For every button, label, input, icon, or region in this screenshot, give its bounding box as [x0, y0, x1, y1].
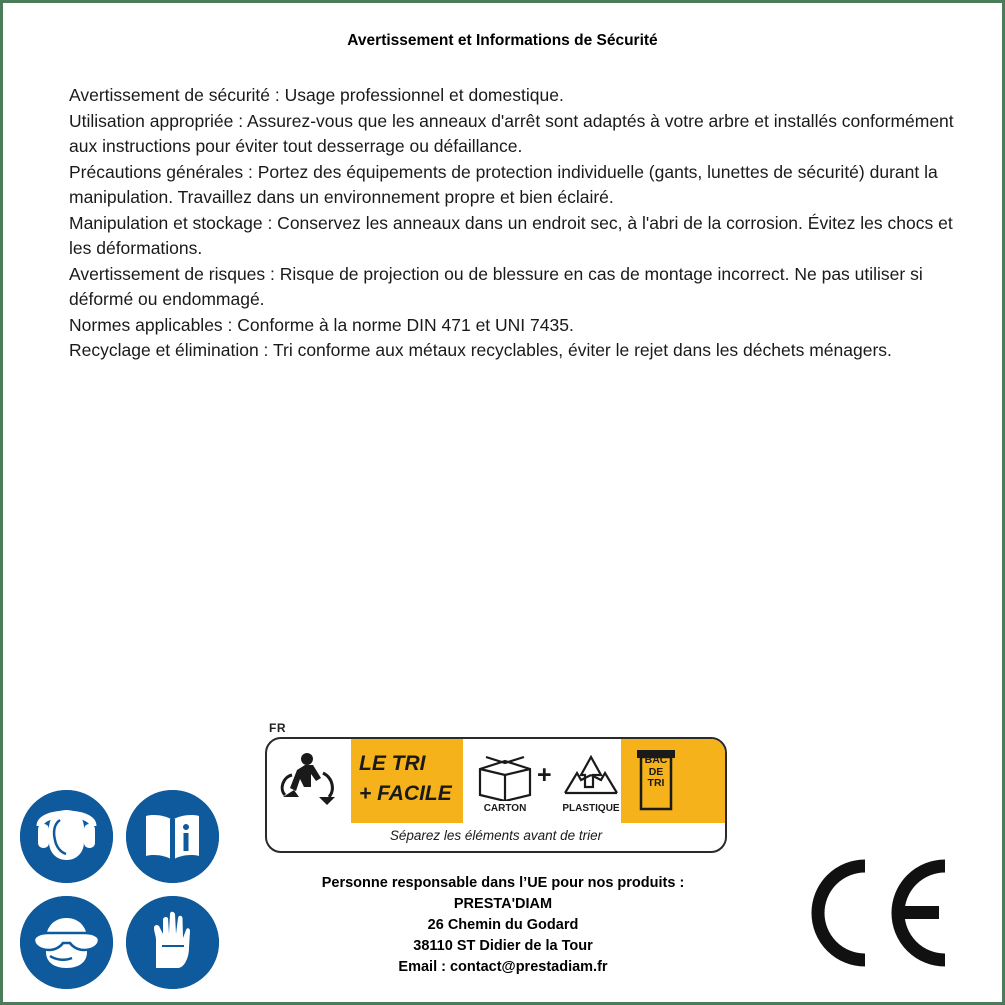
carton-box-icon — [472, 753, 538, 806]
paragraph-recycling-disposal: Recyclage et élimination : Tri conforme aux métaux recyclables, éviter le rejet dans les déchets ménagers. — [69, 340, 892, 360]
recycling-footer-text: Séparez les éléments avant de trier — [389, 828, 603, 843]
recycling-label — [265, 721, 725, 851]
hand-protection-icon — [126, 896, 219, 989]
carton-label: CARTON — [483, 803, 527, 814]
paragraph-risk-warning: Avertissement de risques : Risque de projection ou de blessure en cas de montage incorrect. Ne pas utiliser si déformé ou endommagé. — [69, 263, 923, 309]
responsible-person-block — [243, 873, 763, 978]
responsible-email: Email : contact@prestadiam.fr — [398, 959, 608, 975]
responsible-street: 26 Chemin du Godard — [427, 917, 579, 933]
paragraph-applicable-standards: Normes applicables : Conforme à la norme DIN 471 et UNI 7435. — [69, 314, 574, 335]
safety-information-text — [69, 83, 977, 364]
ear-protection-icon — [20, 790, 113, 883]
pictogram-group — [17, 790, 227, 995]
paragraph-handling-storage: Manipulation et stockage : Conservez les anneaux dans un endroit sec, à l'abri de la corrosion. Évitez les chocs et les déformations. — [69, 212, 953, 258]
country-code-label: FR — [269, 721, 286, 735]
read-instructions-icon — [126, 790, 219, 883]
plus-sign: + — [537, 761, 552, 789]
eye-protection-icon — [20, 896, 113, 989]
ce-marking-icon — [803, 858, 953, 968]
plastic-recycle-icon — [559, 753, 623, 806]
recycling-label-box — [265, 737, 727, 853]
responsible-city: 38110 ST Didier de la Tour — [413, 938, 593, 954]
paragraph-general-precautions: Précautions générales : Portez des équipements de protection individuelle (gants, lunettes de sécurité) durant la manipulation. Travaillez dans un environnement propre et bien éclairé. — [69, 161, 938, 207]
page-title: Avertissement et Informations de Sécurité — [347, 32, 658, 49]
paragraph-appropriate-use: Utilisation appropriée : Assurez-vous que les anneaux d'arrêt sont adaptés à votre arbre et installés conformément aux instructions pour éviter tout desserrage ou défaillance. — [69, 110, 954, 156]
triman-icon — [275, 745, 347, 822]
responsible-heading: Personne responsable dans l’UE pour nos produits : — [321, 875, 685, 891]
plastic-label: PLASTIQUE — [562, 803, 620, 814]
responsible-company: PRESTA'DIAM — [453, 896, 553, 912]
paragraph-safety-warning: Avertissement de sécurité : Usage professionnel et domestique. — [69, 85, 564, 105]
bin-label: BAC DE TRI — [644, 754, 668, 789]
recycling-slogan: LE TRI + FACILE — [359, 752, 452, 805]
